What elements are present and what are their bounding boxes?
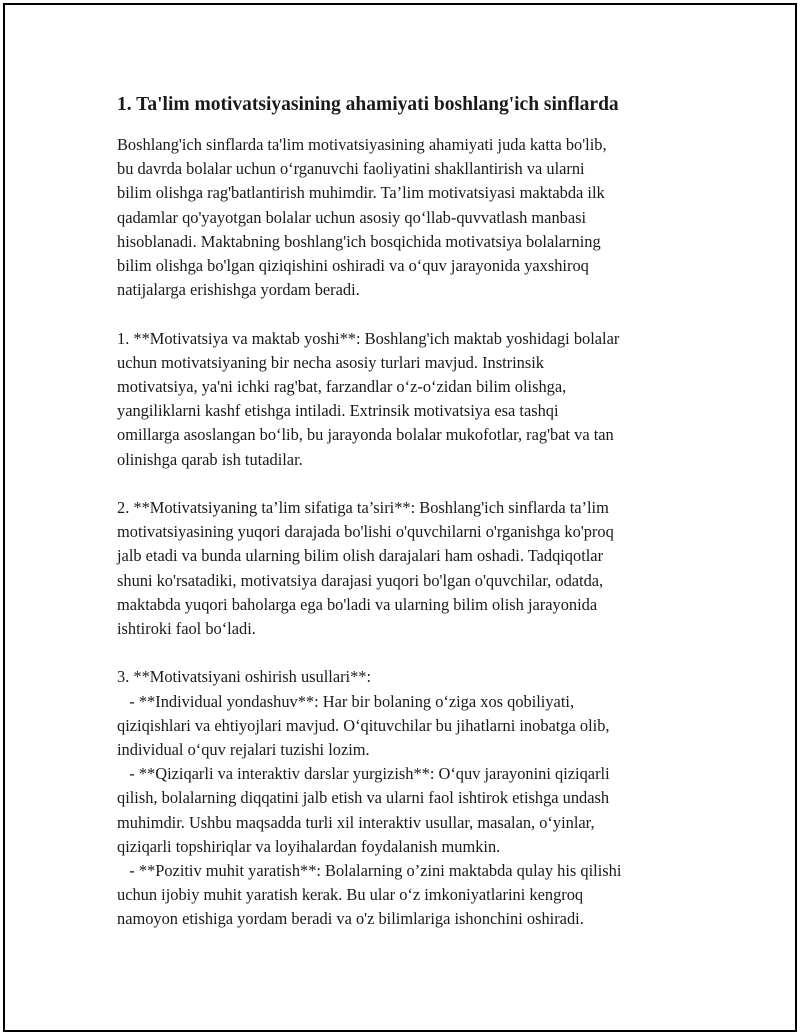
text-line: bilim olishga rag'batlantirish muhimdir. Ta’lim motivatsiyasi maktabda ilk — [117, 183, 605, 203]
list-item-line: - **Qiziqarli va interaktiv darslar yurgizish**: O‘quv jarayonini qiziqarli — [117, 764, 610, 784]
text-line: bu davrda bolalar uchun o‘rganuvchi faoliyatini shakllantirish va ularni — [117, 159, 585, 179]
text-line: hisoblanadi. Maktabning boshlang'ich bosqichida motivatsiya bolalarning — [117, 231, 601, 251]
text-line: jalb etadi va bunda ularning bilim olish darajalari ham oshadi. Tadqiqotlar — [117, 546, 604, 566]
text-line: uchun motivatsiyaning bir necha asosiy turlari mavjud. Instrinsik — [117, 352, 544, 372]
list-item-line: individual o‘quv rejalari tuzishi lozim. — [117, 740, 370, 760]
text-line: yangiliklarni kashf etishga intiladi. Extrinsik motivatsiya esa tashqi — [117, 401, 559, 421]
text-line: qadamlar qo'yayotgan bolalar uchun asosiy qo‘llab-quvvatlash manbasi — [117, 207, 587, 227]
text-line: omillarga asoslangan bo‘lib, bu jarayonda bolalar mukofotlar, rag'bat va tan — [117, 425, 614, 445]
point-1-paragraph — [117, 327, 697, 472]
text-line: motivatsiya, ya'ni ichki rag'bat, farzandlar o‘z-o‘zidan bilim olishga, — [117, 377, 567, 397]
list-item-line: - **Pozitiv muhit yaratish**: Bolalarning o’zini maktabda qulay his qilishi — [117, 861, 622, 881]
list-item-line: qilish, bolalarning diqqatini jalb etish va ularni faol ishtirok etishga undash — [117, 788, 610, 808]
list-heading: 3. **Motivatsiyani oshirish usullari**: — [117, 667, 372, 687]
text-line: natijalarga erishishga yordam beradi. — [117, 280, 360, 300]
text-line: 2. **Motivatsiyaning ta’lim sifatiga ta’siri**: Boshlang'ich sinflarda ta’lim — [117, 498, 609, 518]
list-item-line: muhimdir. Ushbu maqsadda turli xil interaktiv usullar, masalan, o‘yinlar, — [117, 812, 595, 832]
text-line: motivatsiyasining yuqori darajada bo'lishi o'quvchilarni o'rganishga ko'proq — [117, 522, 614, 542]
section-title: 1. Ta'lim motivatsiyasining ahamiyati boshlang'ich sinflarda — [117, 94, 619, 115]
list-item-line: - **Individual yondashuv**: Har bir bolaning o‘ziga xos qobiliyati, — [117, 691, 575, 711]
point-3-list — [117, 665, 697, 931]
text-line: shuni ko'rsatadiki, motivatsiya darajasi yuqori bo'lgan o'quvchilar, odatda, — [117, 570, 604, 590]
list-item-line: qiziqarli topshiriqlar va loyihalardan foydalanish mumkin. — [117, 836, 501, 856]
text-line: 1. **Motivatsiya va maktab yoshi**: Boshlang'ich maktab yoshidagi bolalar — [117, 328, 620, 348]
list-item-line: uchun ijobiy muhit yaratish kerak. Bu ular o‘z imkoniyatlarini kengroq — [117, 885, 584, 905]
document-body — [117, 92, 697, 932]
list-item-line: qiziqishlari va ehtiyojlari mavjud. O‘qituvchilar bu jihatlarni inobatga olib, — [117, 715, 610, 735]
text-line: Boshlang'ich sinflarda ta'lim motivatsiyasining ahamiyati juda katta bo'lib, — [117, 135, 607, 154]
text-line: bilim olishga bo'lgan qiziqishini oshiradi va o‘quv jarayonida yaxshiroq — [117, 256, 589, 276]
text-line: ishtiroki faol bo‘ladi. — [117, 619, 256, 639]
intro-paragraph — [117, 133, 697, 302]
text-line: maktabda yuqori baholarga ega bo'ladi va ularning bilim olish jarayonida — [117, 594, 598, 614]
point-2-paragraph — [117, 496, 697, 641]
text-line: olinishga qarab ish tutadilar. — [117, 449, 303, 469]
list-item-line: namoyon etishiga yordam beradi va o'z bilimlariga ishonchini oshiradi. — [117, 909, 584, 929]
